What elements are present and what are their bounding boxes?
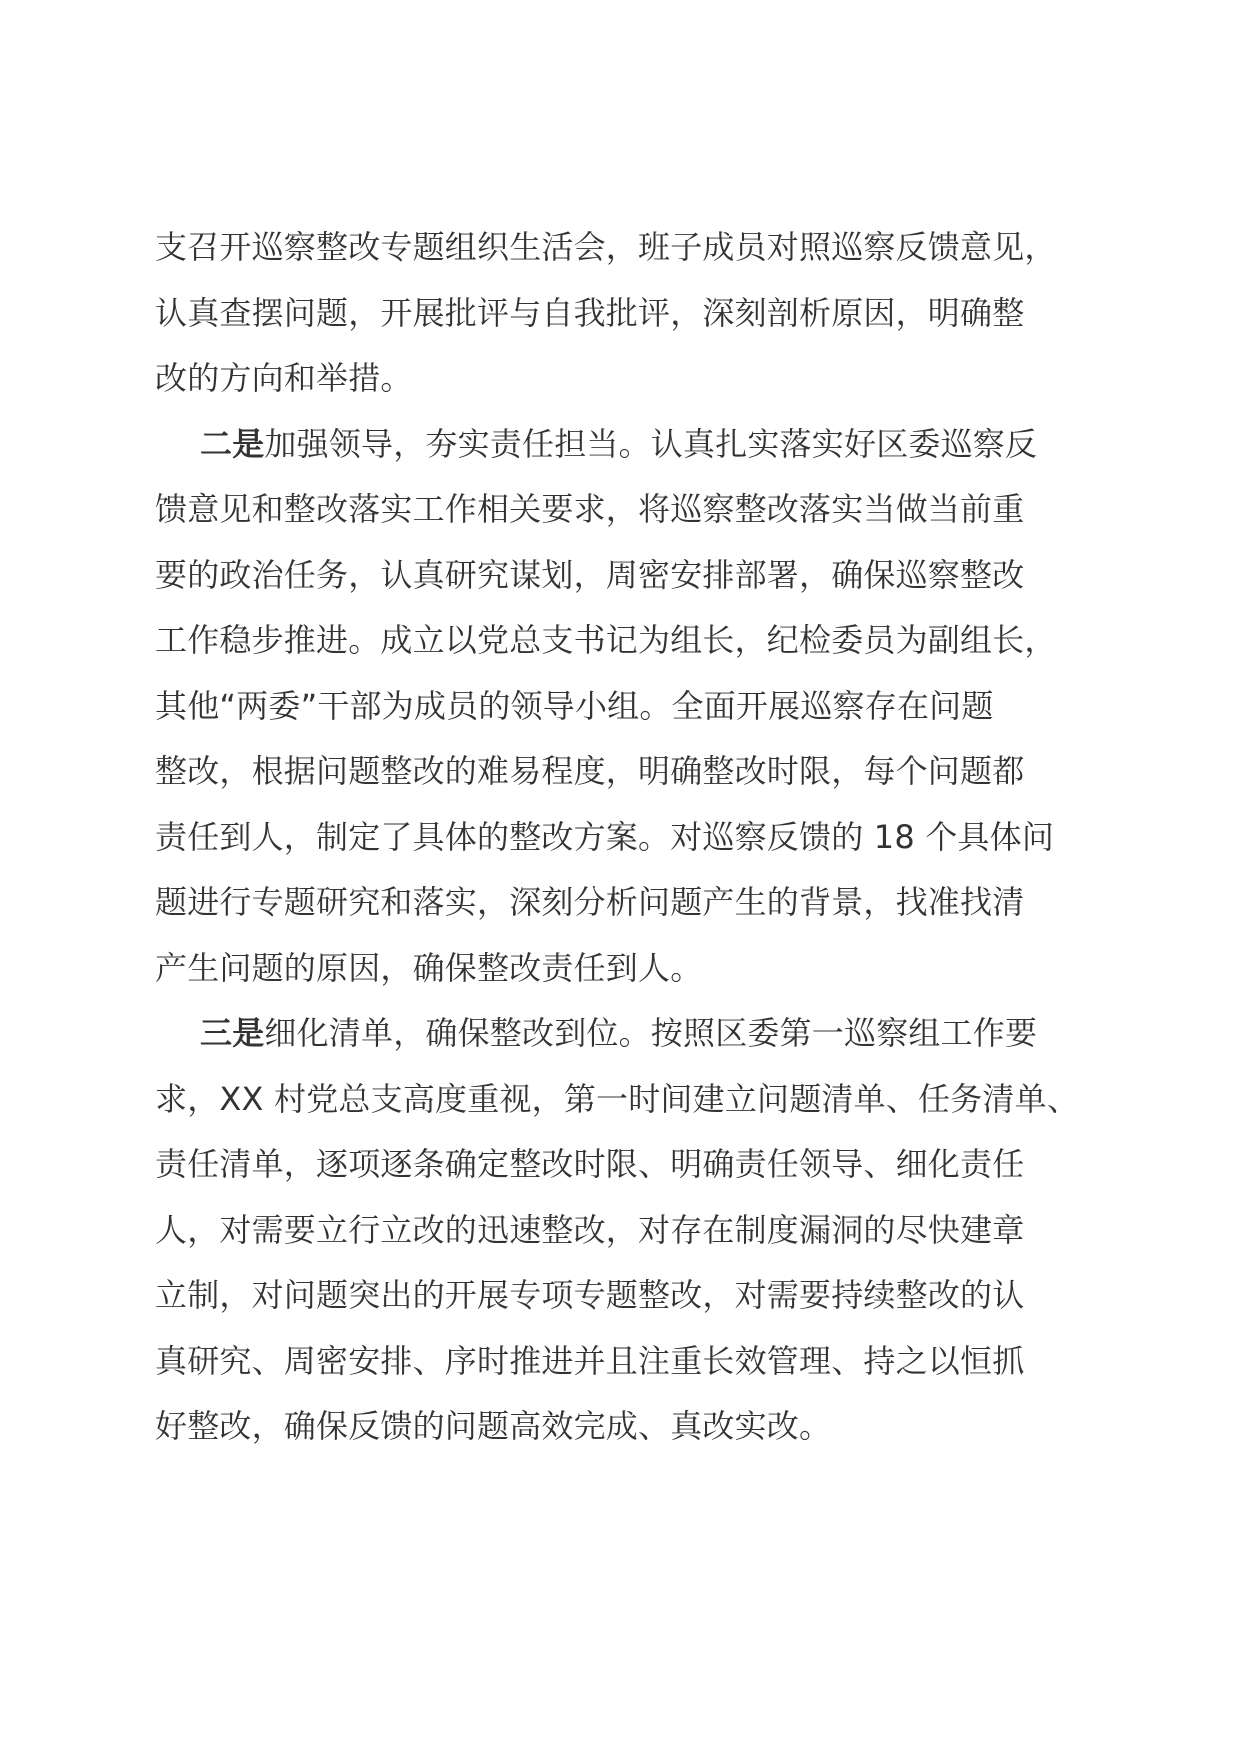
paragraph-3-lead: 三是 <box>200 1014 265 1052</box>
paragraph-3-line: 真研究、周密安排、序时推进并且注重长效管理、持之以恒抓 <box>155 1341 1025 1380</box>
paragraph-2-line: 其他“两委”干部为成员的领导小组。全面开展巡察存在问题 <box>155 686 994 725</box>
paragraph-2-line: 整改，根据问题整改的难易程度，明确整改时限，每个问题都 <box>155 752 1025 790</box>
paragraph-2-line: 责任到人，制定了具体的整改方案。对巡察反馈的 18 个具体问 <box>155 817 1055 856</box>
paragraph-3-line: 责任清单，逐项逐条确定整改时限、明确责任领导、细化责任 <box>155 1145 1025 1183</box>
paragraph-3-line: 人，对需要立行立改的迅速整改，对存在制度漏洞的尽快建章 <box>155 1210 1025 1249</box>
paragraph-3-line: 立制，对问题突出的开展专项专题整改，对需要持续整改的认 <box>155 1276 1025 1314</box>
paragraph-2-line: 工作稳步推进。成立以党总支书记为组长，纪检委员为副组长， <box>155 621 1057 659</box>
paragraph-2 <box>155 412 1100 1002</box>
paragraph-2-first-line-text: 加强领导，夯实责任担当。认真扎实落实好区委巡察反 <box>264 424 1038 463</box>
paragraph-1-line: 认真查摆问题，开展批评与自我批评，深刻剖析原因，明确整 <box>155 293 1025 332</box>
paragraph-3-line: 好整改，确保反馈的问题高效完成、真改实改。 <box>155 1407 832 1445</box>
paragraph-3-first-line <box>155 1001 1100 1067</box>
paragraph-2-first-line <box>155 412 1100 478</box>
paragraph-3 <box>155 1001 1100 1460</box>
document-body <box>155 215 1100 1460</box>
paragraph-2-lead: 二是 <box>200 424 265 463</box>
paragraph-1-line: 支召开巡察整改专题组织生活会，班子成员对照巡察反馈意见， <box>155 228 1057 266</box>
paragraph-1-line: 改的方向和举措。 <box>155 359 413 397</box>
paragraph-3-line: 求，XX 村党总支高度重视，第一时间建立问题清单、任务清单、 <box>155 1079 1080 1118</box>
paragraph-2-line: 产生问题的原因，确保整改责任到人。 <box>155 948 703 987</box>
paragraph-2-line: 要的政治任务，认真研究谋划，周密安排部署，确保巡察整改 <box>155 555 1025 594</box>
paragraph-3-first-line-text: 细化清单，确保整改到位。按照区委第一巡察组工作要 <box>264 1014 1038 1052</box>
paragraph-2-line: 馈意见和整改落实工作相关要求，将巡察整改落实当做当前重 <box>155 490 1025 528</box>
paragraph-1 <box>155 215 1100 412</box>
paragraph-2-line: 题进行专题研究和落实，深刻分析问题产生的背景，找准找清 <box>155 883 1025 921</box>
